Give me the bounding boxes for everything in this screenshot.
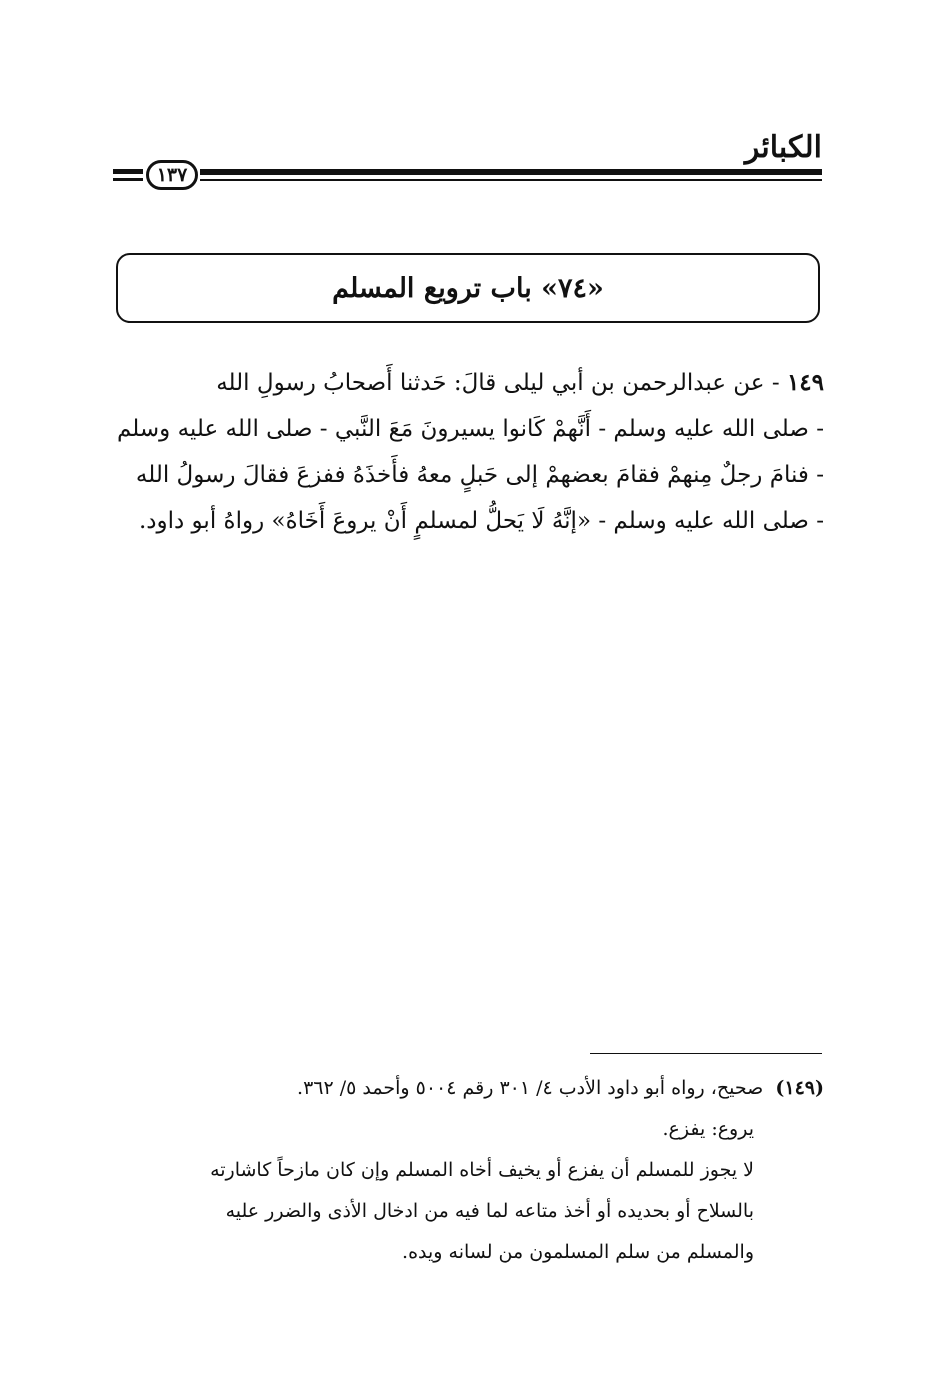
hadith-text (112, 360, 824, 544)
footnote-commentary-line: والمسلم من سلم المسلمون من لسانه ويده. (402, 1241, 754, 1263)
hadith-line (112, 360, 824, 406)
header-rule-left (113, 169, 143, 174)
chapter-heading-box (116, 253, 820, 323)
chapter-title: «٧٤» باب ترويع المسلم (332, 272, 604, 304)
footnote-ref: (١٤٩) (775, 1077, 824, 1099)
footnote-commentary-line: بالسلاح أو بحديده أو أخذ متاعه لما فيه من ادخال الأذى والضرر عليه (225, 1200, 754, 1222)
footnote-separator (590, 1053, 822, 1054)
hadith-line-text: - عن عبدالرحمن بن أبي ليلى قالَ: حَدثنا أَصحابُ رسولِ الله (216, 370, 780, 396)
hadith-number: ١٤٩ (786, 369, 824, 396)
header-rule-thin (200, 179, 822, 181)
hadith-line: - فنامَ رجلٌ مِنهمْ فقامَ بعضهمْ إلى حَبلٍ معهُ فأَخذَهُ ففزعَ فقالَ رسولُ الله (135, 462, 824, 488)
hadith-line: - صلى الله عليه وسلم - «إنَّهُ لَا يَحلُّ لمسلمٍ أَنْ يروعَ أَخَاهُ» رواهُ أبو داود. (138, 508, 824, 534)
header-rule-left-thin (113, 178, 143, 181)
footnote-source: صحيح، رواه أبو داود الأدب ٤/ ٣٠١ رقم ٥٠٠٤ وأحمد ٥/ ٣٦٢. (297, 1077, 764, 1099)
hadith-line: - صلى الله عليه وسلم - أَنَّهمْ كَانوا يسيرونَ مَعَ النَّبي - صلى الله عليه وسلم (116, 416, 824, 442)
footnote-source-line (120, 1068, 824, 1109)
header-rule (200, 169, 822, 175)
footnote-gloss: يروع: يفزع. (662, 1118, 754, 1140)
running-title: الكبائر (744, 130, 822, 165)
footnote-commentary-line: لا يجوز للمسلم أن يفزع أو يخيف أخاه المسلم وإن كان مازحاً كاشارته (210, 1159, 754, 1181)
page-number: ١٣٧ (146, 160, 198, 190)
footnotes (120, 1068, 824, 1273)
